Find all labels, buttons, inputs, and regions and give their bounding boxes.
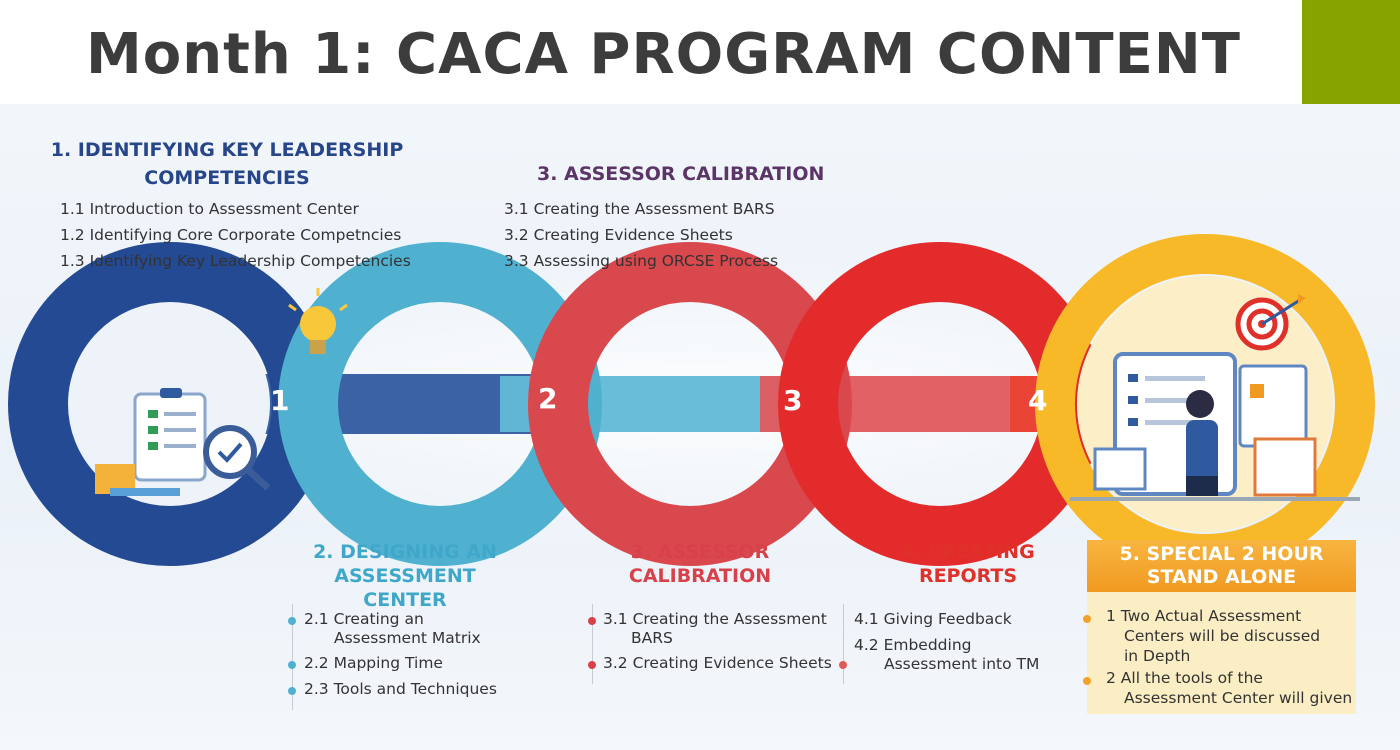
section-2-heading-line-1: 2. DESIGNING AN xyxy=(313,541,497,563)
section-3-bottom-item-1-line-2: BARS xyxy=(631,629,673,647)
section-3-top-item-3: 3.3 Assessing using ORCSE Process xyxy=(504,252,779,270)
section-3-bottom-heading-line-2: CALIBRATION xyxy=(628,565,772,587)
section-3-bottom-heading-line-1: 3. ASSESSOR xyxy=(630,541,770,563)
section-2-heading xyxy=(290,540,520,612)
section-4-item-2-line-2: Assessment into TM xyxy=(884,655,1040,673)
section-2-item-1-line-1: 2.1 Creating an xyxy=(304,610,424,628)
section-3-top-item-1: 3.1 Creating the Assessment BARS xyxy=(504,200,775,218)
section-4-item-2-line-1: 4.2 Embedding xyxy=(854,636,972,654)
section-1-item-1: 1.1 Introduction to Assessment Center xyxy=(60,200,359,218)
section-4-heading-line-2: REPORTS xyxy=(918,565,1018,587)
accent-block xyxy=(1302,0,1400,104)
section-3-bottom-heading xyxy=(600,540,800,588)
section-3-divider xyxy=(592,604,593,684)
section-3-bullet-1 xyxy=(588,617,596,625)
section-4-item-1: 4.1 Giving Feedback xyxy=(854,610,1012,628)
section-2-item-1-line-2: Assessment Matrix xyxy=(334,629,481,647)
section-1-heading-line-1: 1. IDENTIFYING KEY LEADERSHIP xyxy=(50,139,404,161)
section-2-heading-line-3: CENTER xyxy=(363,589,447,611)
section-5-item-1-line-3: in Depth xyxy=(1124,647,1191,665)
section-5-item-1 xyxy=(1106,606,1320,666)
section-5-item-2-line-1: 2 All the tools of the xyxy=(1106,669,1263,687)
section-4-item-2 xyxy=(854,636,1039,674)
section-4-heading xyxy=(868,540,1068,588)
ring-number-1: 1 xyxy=(270,384,290,417)
section-3-top-heading: 3. ASSESSOR CALIBRATION xyxy=(537,163,825,185)
ring-number-2: 2 xyxy=(538,382,558,415)
section-2-item-3: 2.3 Tools and Techniques xyxy=(304,680,497,698)
section-5-item-1-line-1: 1 Two Actual Assessment xyxy=(1106,607,1302,625)
section-5-heading xyxy=(1087,540,1356,592)
section-2-item-2: 2.2 Mapping Time xyxy=(304,654,443,672)
section-5-item-1-line-2: Centers will be discussed xyxy=(1124,627,1321,645)
section-5-item-2-line-2: Assessment Center will given xyxy=(1124,689,1353,707)
section-3-bottom-item-1-line-1: 3.1 Creating the Assessment xyxy=(603,610,827,628)
ring-number-4: 4 xyxy=(1028,384,1048,417)
section-2-bullet-2 xyxy=(288,661,296,669)
section-5-heading-line-2: STAND ALONE xyxy=(1146,566,1297,588)
section-5-heading-line-1: 5. SPECIAL 2 HOUR xyxy=(1119,543,1324,565)
ring-number-3: 3 xyxy=(783,384,803,417)
section-4-heading-line-1: 4. CREATING xyxy=(901,541,1035,563)
page-title: Month 1: CACA PROGRAM CONTENT xyxy=(86,22,1241,87)
section-2-bullet-1 xyxy=(288,617,296,625)
section-3-bottom-item-2: 3.2 Creating Evidence Sheets xyxy=(603,654,832,672)
section-2-item-1 xyxy=(304,610,481,648)
section-5-bullet-1 xyxy=(1083,615,1091,623)
section-1-item-3: 1.3 Identifying Key Leadership Competencies xyxy=(60,252,411,270)
section-3-top-item-2: 3.2 Creating Evidence Sheets xyxy=(504,226,733,244)
section-5-item-2 xyxy=(1106,668,1352,708)
section-4-bullet-1 xyxy=(839,661,847,669)
section-1-item-2: 1.2 Identifying Core Corporate Competncies xyxy=(60,226,402,244)
section-2-bullet-3 xyxy=(288,687,296,695)
section-1-heading-line-2: COMPETENCIES xyxy=(144,167,310,189)
section-2-heading-line-2: ASSESSMENT xyxy=(334,565,476,587)
section-4-divider xyxy=(843,604,844,684)
section-5-bullet-2 xyxy=(1083,677,1091,685)
section-3-bottom-item-1 xyxy=(603,610,827,648)
infographic-panel xyxy=(0,104,1400,750)
section-3-bullet-2 xyxy=(588,661,596,669)
section-1-heading xyxy=(42,138,412,190)
